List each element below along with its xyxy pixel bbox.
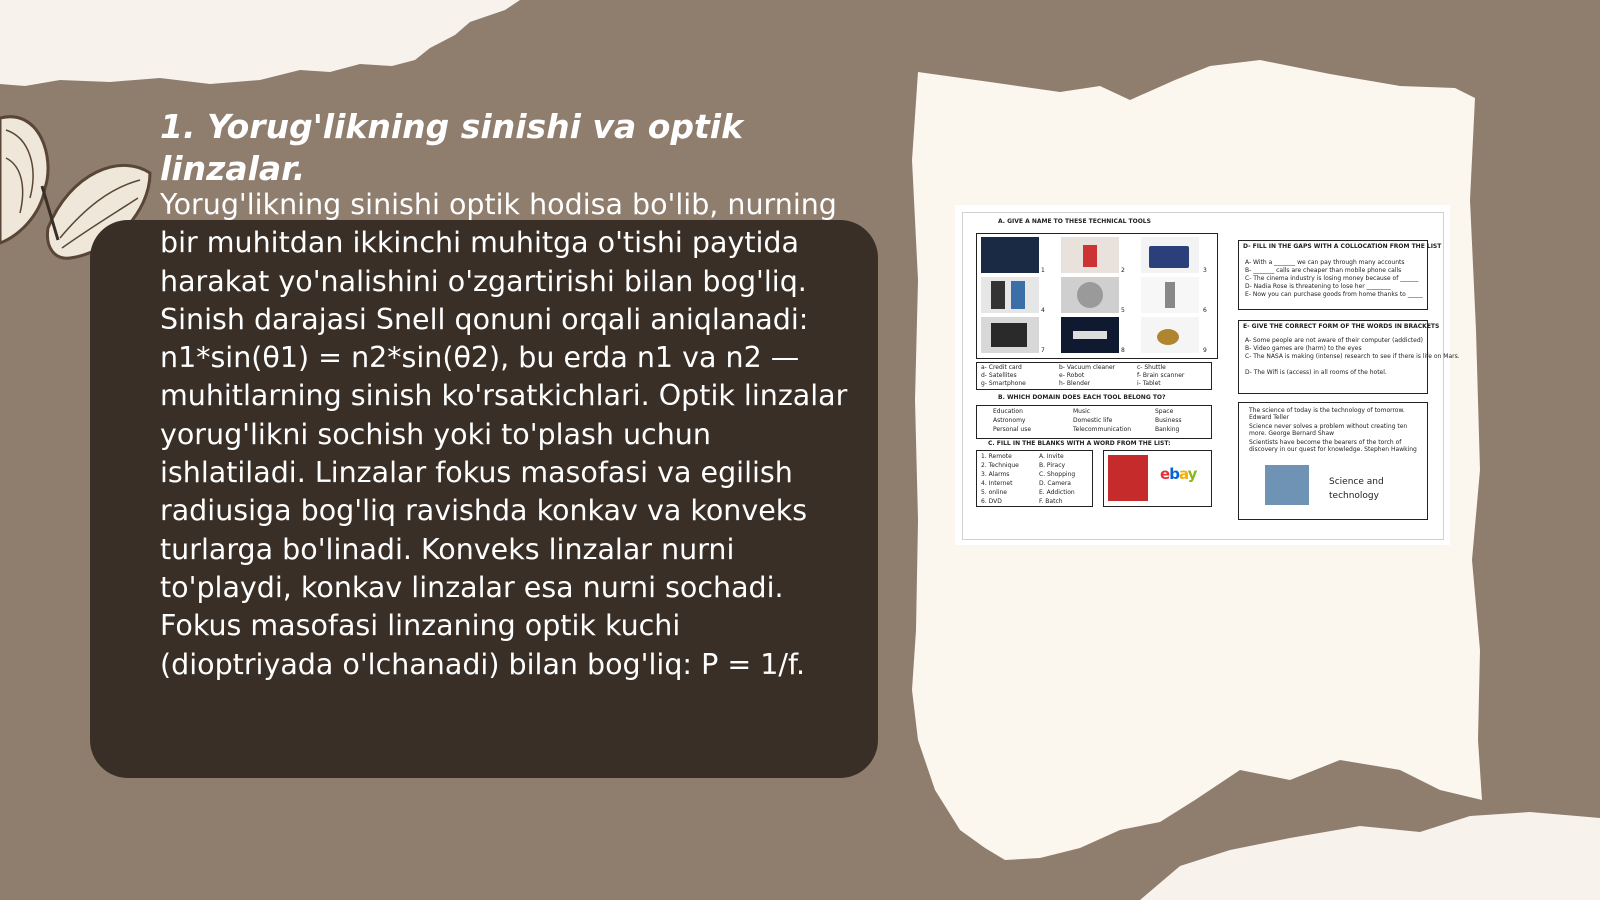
tools-list-item: b- Vacuum cleaner xyxy=(1059,364,1116,371)
vacuum-cleaner-picture xyxy=(1141,317,1199,353)
blank-word: F. Batch xyxy=(1039,498,1063,505)
tablet-picture xyxy=(981,317,1039,353)
image-number: 5 xyxy=(1121,307,1125,314)
worksheet-section-d-box xyxy=(1238,240,1442,310)
tools-list-item: c- Shuttle xyxy=(1137,364,1166,371)
domain-item: Banking xyxy=(1155,426,1180,433)
blank-word: 3. Alarms xyxy=(981,471,1010,478)
image-number: 1 xyxy=(1041,267,1045,274)
tools-list-item: f- Brain scanner xyxy=(1137,372,1185,379)
blank-word: E. Addiction xyxy=(1039,489,1075,496)
domain-item: Education xyxy=(993,408,1023,415)
worksheet-image-grid xyxy=(976,233,1218,359)
section-d-line: A- With a _______ we can pay through many accounts xyxy=(1245,259,1405,266)
shuttle-picture xyxy=(1061,317,1119,353)
tools-list-item: i- Tablet xyxy=(1137,380,1161,387)
domain-item: Space xyxy=(1155,408,1174,415)
torn-paper-bottom-right xyxy=(1140,812,1600,900)
quote-line: Science never solves a problem without creating ten more. George Bernard Shaw xyxy=(1249,423,1408,437)
tools-list-item: a- Credit card xyxy=(981,364,1022,371)
credit-card-picture xyxy=(1141,237,1199,273)
worksheet-section-d-heading: D- FILL IN THE GAPS WITH A COLLOCATION FROM THE LIST xyxy=(1243,243,1442,250)
blank-word: 1. Remote xyxy=(981,453,1012,460)
worksheet-frame xyxy=(962,212,1460,540)
domains-table xyxy=(976,405,1212,439)
image-number: 9 xyxy=(1203,347,1207,354)
tools-list-item: e- Robot xyxy=(1059,372,1085,379)
smartphone-picture xyxy=(981,277,1039,313)
section-d-line: B- _______ calls are cheaper than mobile phone calls xyxy=(1245,267,1402,274)
domain-item: Personal use xyxy=(993,426,1032,433)
blank-word: A. Invite xyxy=(1039,453,1064,460)
blank-word: 6. DVD xyxy=(981,498,1002,505)
torn-paper-top-left xyxy=(0,0,520,86)
domain-item: Business xyxy=(1155,417,1182,424)
section-e-line: C- The NASA is making (intense) research to see if there is life on Mars. xyxy=(1245,353,1460,360)
image-number: 6 xyxy=(1203,307,1207,314)
satellite-picture xyxy=(981,237,1039,273)
blank-word: D. Camera xyxy=(1039,480,1071,487)
section-d-line: E- Now you can purchase goods from home thanks to _____ xyxy=(1245,291,1423,298)
domain-item: Telecommunication xyxy=(1073,426,1132,433)
quote-line: Scientists have become the bearers of the torch of discovery in our quest for knowledge. Stephen Hawking xyxy=(1249,439,1417,453)
domain-item: Music xyxy=(1073,408,1091,415)
section-e-line: A- Some people are not aware of their computer (addicted) xyxy=(1245,337,1423,344)
section-d-line: D- Nadia Rose is threatening to lose her ________ xyxy=(1245,283,1391,290)
tools-list-item: d- Satellites xyxy=(981,372,1017,379)
blanks-table xyxy=(976,450,1093,507)
section-e-line: D- The Wifi is (access) in all rooms of the hotel. xyxy=(1245,369,1387,376)
blank-word: C. Shopping xyxy=(1039,471,1076,478)
worksheet-section-e-box xyxy=(1238,320,1460,394)
tools-list-item: h- Blender xyxy=(1059,380,1091,387)
brain-scanner-picture xyxy=(1061,277,1119,313)
worksheet-caption: Science and technology xyxy=(1329,477,1384,501)
blank-word: 2. Technique xyxy=(981,462,1019,469)
image-number: 8 xyxy=(1121,347,1125,354)
worksheet-section-a-heading: A. GIVE A NAME TO THESE TECHNICAL TOOLS xyxy=(998,218,1151,225)
section-d-line: C- The cinema industry is losing money because of ______ xyxy=(1245,275,1419,282)
domain-item: Astronomy xyxy=(993,417,1026,424)
statue-of-liberty-picture xyxy=(1265,465,1309,505)
domain-item: Domestic life xyxy=(1073,417,1113,424)
ebay-logo-text: ebay xyxy=(1160,489,1175,496)
slide-body-text: Yorug'likning sinishi optik hodisa bo'lib, nurning bir muhitdan ikkinchi muhitga o'tishi paytida harakat yo'nalishini o'zgartirishi bilan bog'liq. Sinish darajasi Snell qonuni orqali aniqlanadi: n1*sin(θ1) = n2*sin(θ2), bu erda n1 va n2 — muhitlarning sinish ko'rsatkichlari. Optik linzalar yorug'likni sochish yoki to'plash uchun ishlatiladi. Linzalar fokus masofasi va egilish radiusiga bog'liq ravishda konkav va konveks turlarga bo'linadi. Konveks linzalar nurni to'playdi, konkav linzalar esa nurni sochadi. Fokus masofasi linzaning optik kuchi (dioptriyada o'lchanadi) bilan bog'liq: P = 1/f. xyxy=(160,188,848,681)
image-number: 2 xyxy=(1121,267,1125,274)
ebay-box xyxy=(1103,450,1212,507)
slide-title: 1. Yorug'likning sinishi va optik linzalar. xyxy=(160,107,744,188)
worksheet-section-e-heading: E- GIVE THE CORRECT FORM OF THE WORDS IN BRACKETS xyxy=(1243,323,1440,330)
phone-booth-picture xyxy=(1108,455,1148,501)
worksheet-quotes-box xyxy=(1238,402,1428,520)
worksheet-section-c-heading: C. FILL IN THE BLANKS WITH A WORD FROM THE LIST: xyxy=(988,440,1171,447)
image-number: 4 xyxy=(1041,307,1045,314)
worksheet-section-b-heading: B. WHICH DOMAIN DOES EACH TOOL BELONG TO? xyxy=(998,394,1166,401)
blank-word: B. Piracy xyxy=(1039,462,1066,469)
quote-line: The science of today is the technology of tomorrow. Edward Teller xyxy=(1249,407,1405,421)
section-e-line: B- Video games are (harm) to the eyes xyxy=(1245,345,1362,352)
image-number: 3 xyxy=(1203,267,1207,274)
tools-list-item: g- Smartphone xyxy=(981,380,1026,387)
image-number: 7 xyxy=(1041,347,1045,354)
tools-list-table xyxy=(976,362,1212,390)
ebay-logo: ebay xyxy=(1160,465,1197,483)
blender-picture xyxy=(1061,237,1119,273)
blank-word: 4. Internet xyxy=(981,480,1013,487)
robot-picture xyxy=(1141,277,1199,313)
blank-word: 5. online xyxy=(981,489,1007,496)
